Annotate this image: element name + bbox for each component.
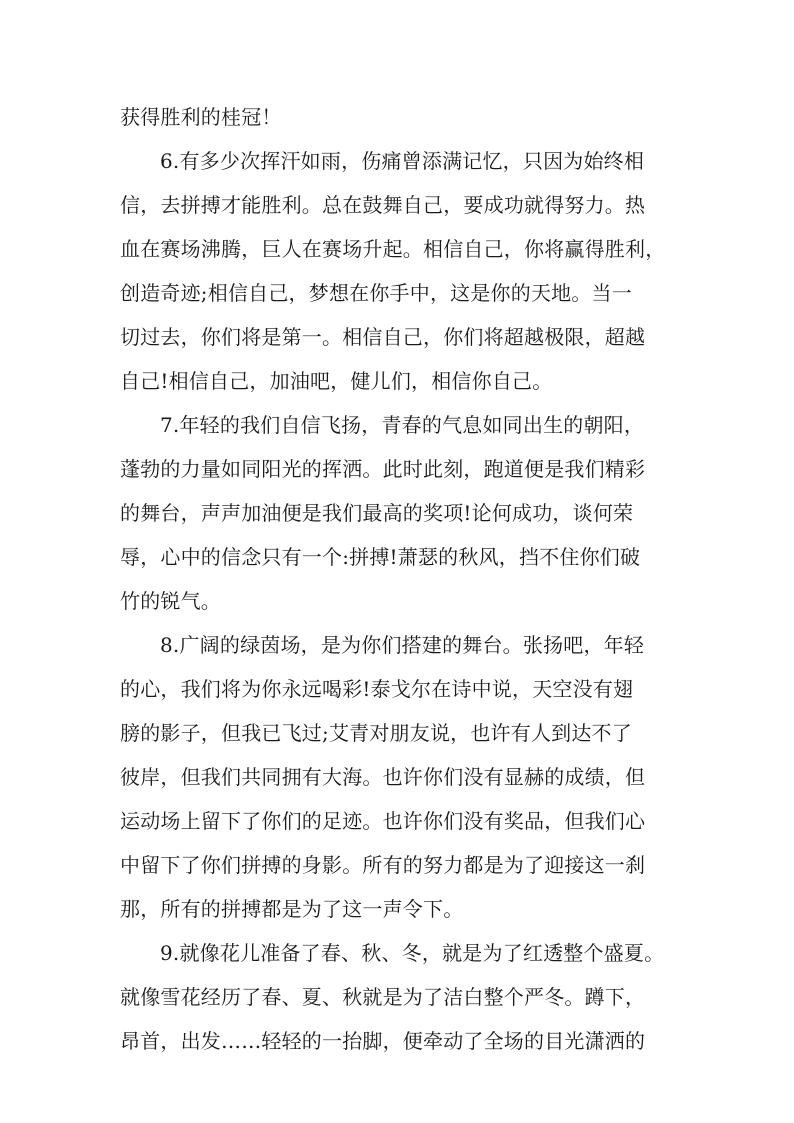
text-line: 信，去拼搏才能胜利。总在鼓舞自己，要成功就得努力。热: [120, 193, 646, 217]
paragraph-8-first-line: 8.广阔的绿茵场，是为你们搭建的舞台。张扬吧，年轻: [160, 633, 645, 657]
text-line: 的心，我们将为你永远喝彩!泰戈尔在诗中说，天空没有翅: [120, 677, 634, 701]
text-line: 那，所有的拼搏都是为了这一声令下。: [120, 897, 464, 921]
text-line: 中留下了你们拼搏的身影。所有的努力都是为了迎接这一刹: [120, 853, 646, 877]
text-line: 运动场上留下了你们的足迹。也许你们没有奖品，但我们心: [120, 809, 646, 833]
text-line: 切过去，你们将是第一。相信自己，你们将超越极限，超越: [120, 325, 646, 349]
text-line: 彼岸，但我们共同拥有大海。也许你们没有显赫的成绩，但: [120, 765, 646, 789]
text-line: 竹的锐气。: [120, 589, 221, 613]
text-line: 的舞台，声声加油便是我们最高的奖项!论何成功，谈何荣: [120, 501, 634, 525]
text-line: 就像雪花经历了春、夏、秋就是为了洁白整个严冬。蹲下，: [120, 985, 646, 1009]
paragraph-9-first-line: 9.就像花儿准备了春、秋、冬，就是为了红透整个盛夏。: [160, 941, 665, 965]
text-line: 昂首，出发……轻轻的一抬脚，便牵动了全场的目光潇洒的: [120, 1029, 646, 1053]
text-line: 膀的影子，但我已飞过;艾青对朋友说，也许有人到达不了: [120, 721, 632, 745]
text-line: 创造奇迹;相信自己，梦想在你手中，这是你的天地。当一: [120, 281, 632, 305]
paragraph-6-first-line: 6.有多少次挥汗如雨，伤痛曾添满记忆，只因为始终相: [160, 149, 645, 173]
text-line: 获得胜利的桂冠！: [120, 105, 282, 129]
text-line: 蓬勃的力量如同阳光的挥洒。此时此刻，跑道便是我们精彩: [120, 457, 646, 481]
text-line: 自己!相信自己，加油吧，健儿们，相信你自己。: [120, 369, 553, 393]
text-line: 辱，心中的信念只有一个:拼搏!萧瑟的秋风，挡不住你们破: [120, 545, 641, 569]
text-line: 血在赛场沸腾，巨人在赛场升起。相信自己，你将赢得胜利，: [120, 237, 666, 261]
paragraph-7-first-line: 7.年轻的我们自信飞扬，青春的气息如同出生的朝阳，: [160, 413, 645, 437]
